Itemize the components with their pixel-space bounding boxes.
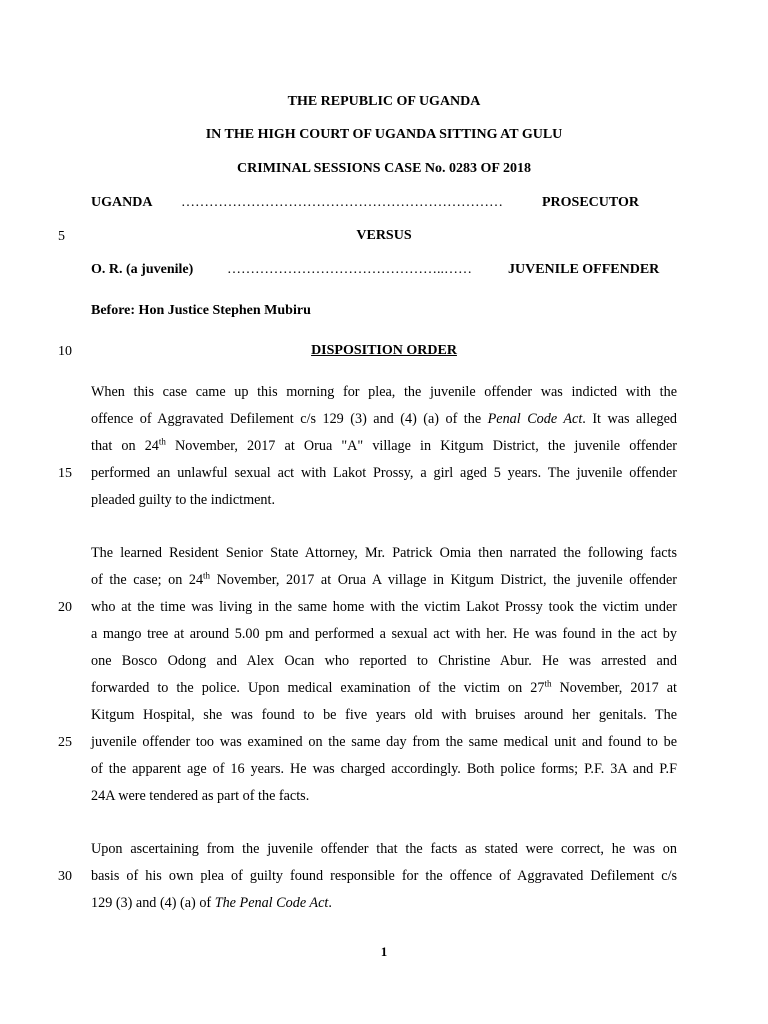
paragraph-2-line: 24A were tendered as part of the facts.	[91, 788, 310, 804]
prosecution-role: PROSECUTOR	[542, 195, 639, 210]
prosecution-name: UGANDA	[91, 195, 153, 210]
line-number: 15	[58, 466, 72, 481]
prosecution-dots: ……………………………………………………………	[181, 195, 503, 210]
page-number: 1	[380, 944, 388, 959]
paragraph-1-line: offence of Aggravated Defilement c/s 129 (3) and (4) (a) of the Penal Code Act. It was alleged	[91, 411, 677, 427]
accused-role: JUVENILE OFFENDER	[508, 262, 660, 277]
paragraph-3-line: basis of his own plea of guilty found responsible for the offence of Aggravated Defilement c/s	[91, 868, 677, 884]
accused-dots: ………………………………………..……	[227, 262, 472, 277]
republic-heading: THE REPUBLIC OF UGANDA	[287, 94, 481, 109]
paragraph-2-line: who at the time was living in the same home with the victim Lakot Prossy took the victim under	[91, 599, 677, 615]
paragraph-3-line: Upon ascertaining from the juvenile offender that the facts as stated were correct, he was on	[91, 841, 677, 857]
line-number: 20	[58, 600, 72, 615]
paragraph-2-line: Kitgum Hospital, she was found to be five years old with bruises around her genitals. The	[91, 707, 677, 723]
case-number-heading: CRIMINAL SESSIONS CASE No. 0283 OF 2018	[237, 161, 531, 176]
coram: Before: Hon Justice Stephen Mubiru	[91, 303, 311, 318]
versus-label: VERSUS	[356, 228, 412, 243]
court-heading: IN THE HIGH COURT OF UGANDA SITTING AT GULU	[205, 127, 563, 142]
paragraph-1-line: that on 24th November, 2017 at Orua "A" village in Kitgum District, the juvenile offender	[91, 436, 677, 454]
line-number: 30	[58, 869, 72, 884]
paragraph-2-line: The learned Resident Senior State Attorney, Mr. Patrick Omia then narrated the following facts	[91, 545, 677, 561]
line-number: 25	[58, 735, 72, 750]
line-number: 10	[58, 344, 72, 359]
paragraph-1-line: When this case came up this morning for plea, the juvenile offender was indicted with the	[91, 384, 677, 400]
line-number: 5	[58, 229, 65, 244]
paragraph-2-line: of the apparent age of 16 years. He was charged accordingly. Both police forms; P.F. 3A and P.F	[91, 761, 677, 777]
paragraph-2-line: forwarded to the police. Upon medical examination of the victim on 27th November, 2017 at	[91, 678, 677, 696]
accused-name: O. R. (a juvenile)	[91, 262, 194, 277]
paragraph-3-line: 129 (3) and (4) (a) of The Penal Code Act.	[91, 895, 332, 911]
paragraph-2-line: of the case; on 24th November, 2017 at Orua A village in Kitgum District, the juvenile offender	[91, 570, 677, 588]
paragraph-2-line: a mango tree at around 5.00 pm and performed a sexual act with her. He was found in the act by	[91, 626, 677, 642]
document-title: DISPOSITION ORDER	[311, 343, 457, 358]
paragraph-1-line: pleaded guilty to the indictment.	[91, 492, 276, 508]
paragraph-1-line: performed an unlawful sexual act with Lakot Prossy, a girl aged 5 years. The juvenile offender	[91, 465, 677, 481]
paragraph-2-line: juvenile offender too was examined on the same day from the same medical unit and found to be	[91, 734, 677, 750]
paragraph-2-line: one Bosco Odong and Alex Ocan who reported to Christine Abur. He was arrested and	[91, 653, 677, 669]
